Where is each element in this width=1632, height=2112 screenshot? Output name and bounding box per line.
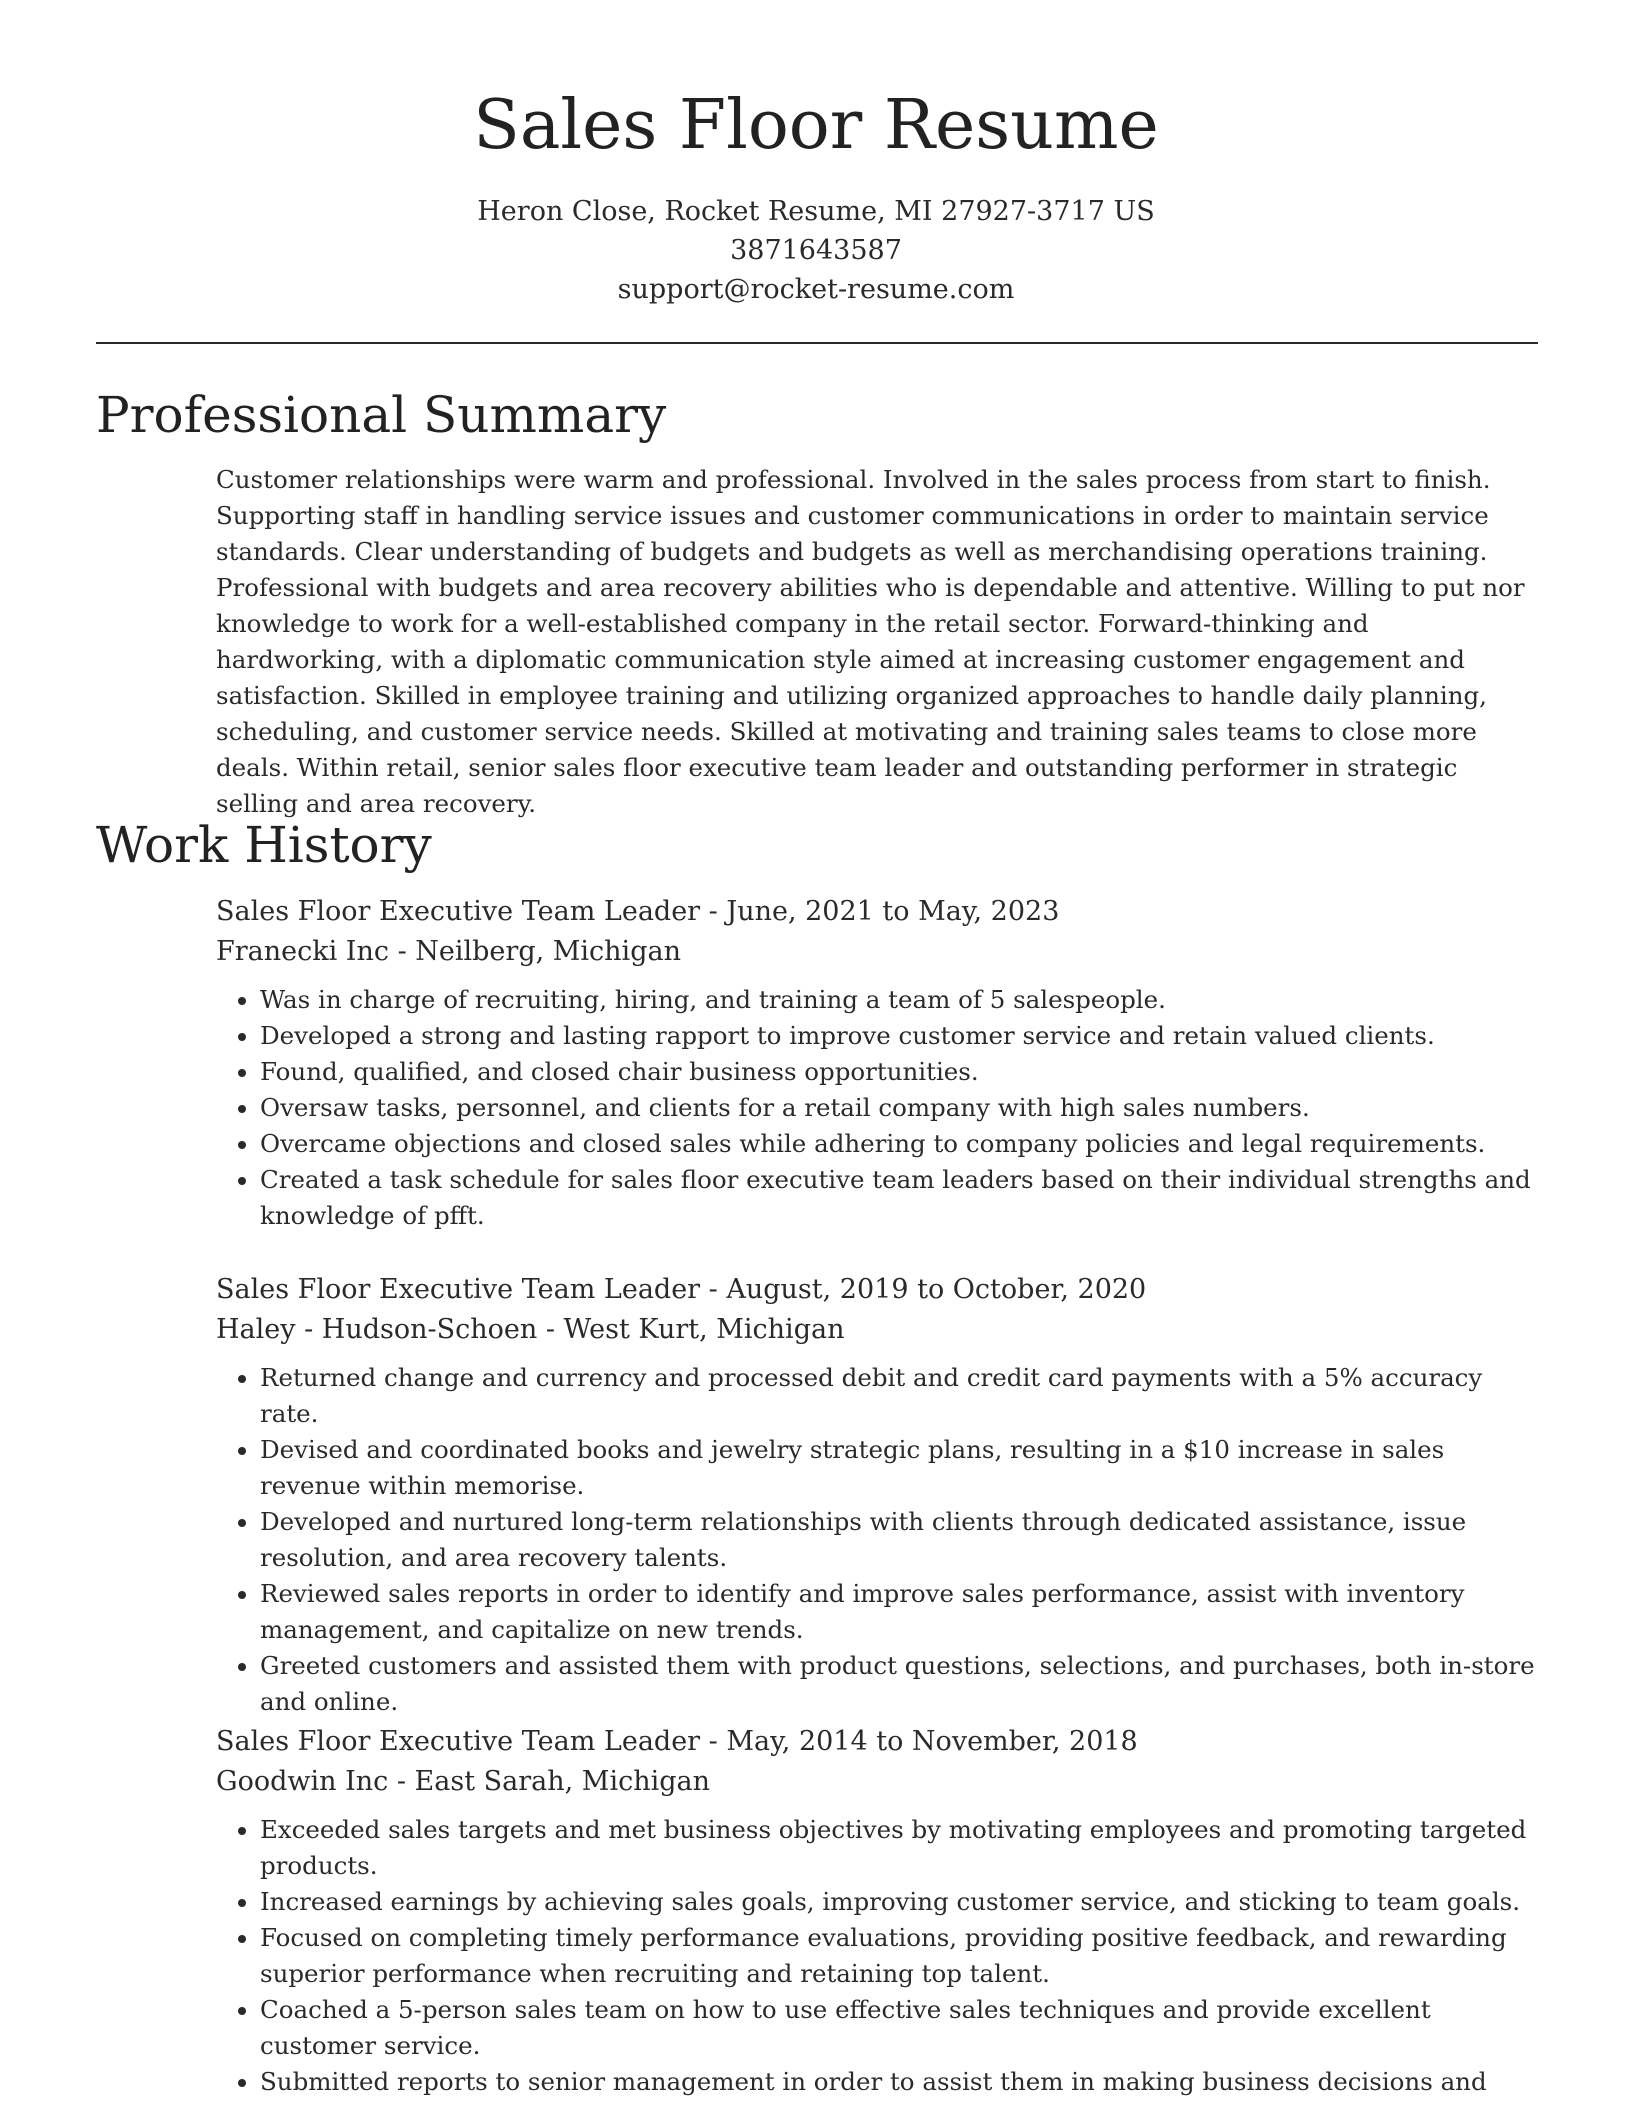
job-bullet: • Returned change and currency and processed debit and credit card payments with a 5% accuracy rate.	[260, 1360, 1540, 1432]
job-bullet: • Exceeded sales targets and met business objectives by motivating employees and promoting targeted products.	[260, 1812, 1540, 1884]
job-bullet: • Submitted reports to senior management in order to assist them in making business decisions and	[260, 2064, 1540, 2100]
job-bullet-list	[216, 1812, 1540, 2100]
contact-email: support@rocket-resume.com	[617, 274, 1015, 305]
job-bullet: • Reviewed sales reports in order to identify and improve sales performance, assist with inventory management, and capitalize on new trends.	[260, 1576, 1540, 1648]
job-title-dates: Sales Floor Executive Team Leader - May, 2014 to November, 2018	[216, 1726, 1138, 1757]
job-title-dates: Sales Floor Executive Team Leader - August, 2019 to October, 2020	[216, 1274, 1147, 1305]
job-bullet-list	[216, 1360, 1540, 1720]
job-company-location: Haley - Hudson-Schoen - West Kurt, Michigan	[216, 1314, 845, 1345]
job-bullet: • Devised and coordinated books and jewelry strategic plans, resulting in a $10 increase in sales revenue within memorise.	[260, 1432, 1540, 1504]
job-entry	[216, 892, 1540, 1234]
work-history-heading: Work History	[96, 816, 432, 874]
job-entry	[216, 1722, 1540, 2100]
summary-paragraph: Customer relationships were warm and professional. Involved in the sales process from start to finish. Supporting staff in handling service issues and customer communications in order to maintain service standards. Clear understanding of budgets and budgets as well as merchandising operations training. Professional with budgets and area recovery abilities who is dependable and attentive. Willing to put nor knowledge to work for a well-established company in the retail sector. Forward-thinking and hardworking, with a diplomatic communication style aimed at increasing customer engagement and satisfaction. Skilled in employee training and utilizing organized approaches to handle daily planning, scheduling, and customer service needs. Skilled at motivating and training sales teams to close more deals. Within retail, senior sales floor executive team leader and outstanding performer in strategic selling and area recovery.	[216, 465, 1525, 818]
job-bullet-list	[216, 982, 1540, 1234]
job-bullet: • Overcame objections and closed sales while adhering to company policies and legal requirements.	[260, 1126, 1540, 1162]
job-company-location: Goodwin Inc - East Sarah, Michigan	[216, 1766, 710, 1797]
job-bullet: • Greeted customers and assisted them with product questions, selections, and purchases, both in-store and online.	[260, 1648, 1540, 1720]
job-entry	[216, 1270, 1540, 1720]
job-bullet: • Was in charge of recruiting, hiring, and training a team of 5 salespeople.	[260, 982, 1540, 1018]
job-bullet: • Created a task schedule for sales floor executive team leaders based on their individual strengths and knowledge of pfft.	[260, 1162, 1540, 1234]
job-bullet: • Developed and nurtured long-term relationships with clients through dedicated assistance, issue resolution, and area recovery talents.	[260, 1504, 1540, 1576]
job-bullet: • Focused on completing timely performance evaluations, providing positive feedback, and rewarding superior performance when recruiting and retaining top talent.	[260, 1920, 1540, 1992]
job-bullet: • Developed a strong and lasting rapport to improve customer service and retain valued clients.	[260, 1018, 1540, 1054]
job-company-location: Franecki Inc - Neilberg, Michigan	[216, 936, 681, 967]
header-divider	[96, 342, 1538, 344]
contact-block	[0, 192, 1632, 309]
job-title-dates: Sales Floor Executive Team Leader - June, 2021 to May, 2023	[216, 896, 1060, 927]
resume-name: Sales Floor Resume	[473, 86, 1159, 165]
summary-heading: Professional Summary	[96, 386, 667, 444]
job-bullet: • Oversaw tasks, personnel, and clients for a retail company with high sales numbers.	[260, 1090, 1540, 1126]
contact-phone: 3871643587	[730, 235, 902, 266]
job-bullet: • Increased earnings by achieving sales goals, improving customer service, and sticking to team goals.	[260, 1884, 1540, 1920]
job-bullet: • Found, qualified, and closed chair business opportunities.	[260, 1054, 1540, 1090]
contact-address: Heron Close, Rocket Resume, MI 27927-3717 US	[477, 196, 1155, 227]
job-bullet: • Coached a 5-person sales team on how to use effective sales techniques and provide excellent customer service.	[260, 1992, 1540, 2064]
